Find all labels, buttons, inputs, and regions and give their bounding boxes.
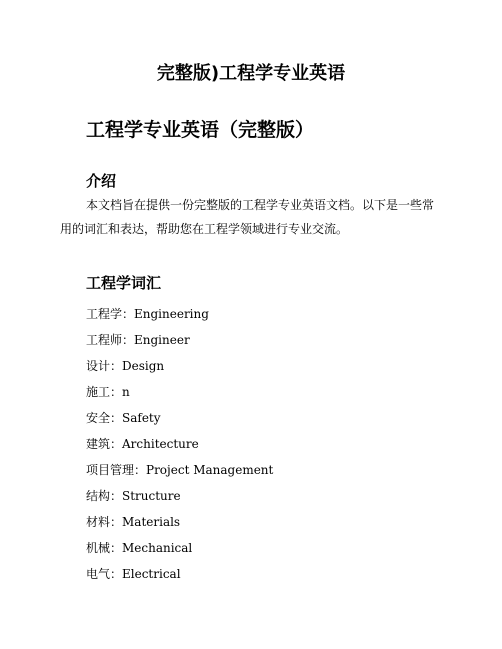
vocabulary-item-engineer: 工程师：Engineer	[86, 333, 190, 347]
vocabulary-item-safety: 安全：Safety	[86, 411, 161, 425]
vocabulary-item-construction: 施工：n	[86, 385, 130, 399]
vocabulary-item-design: 设计：Design	[86, 359, 165, 373]
document-title: 完整版)工程学专业英语	[156, 63, 346, 84]
vocabulary-item-structure: 结构：Structure	[86, 489, 181, 503]
vocabulary-heading: 工程学词汇	[86, 274, 162, 292]
vocabulary-item-project-management: 项目管理：Project Management	[86, 463, 274, 477]
main-heading: 工程学专业英语（完整版）	[86, 119, 315, 141]
vocabulary-list	[86, 301, 273, 587]
intro-paragraph: 本文档旨在提供一份完整版的工程学专业英语文档。以下是一些常用的词汇和表达，帮助您在工程学领域进行专业交流。	[60, 198, 435, 236]
vocabulary-item-engineering: 工程学：Engineering	[86, 307, 209, 321]
vocabulary-item-architecture: 建筑：Architecture	[86, 437, 199, 451]
vocabulary-item-materials: 材料：Materials	[86, 515, 181, 529]
vocabulary-item-mechanical: 机械：Mechanical	[86, 541, 193, 555]
intro-heading: 介绍	[86, 172, 117, 190]
vocabulary-item-electrical: 电气：Electrical	[86, 567, 181, 581]
